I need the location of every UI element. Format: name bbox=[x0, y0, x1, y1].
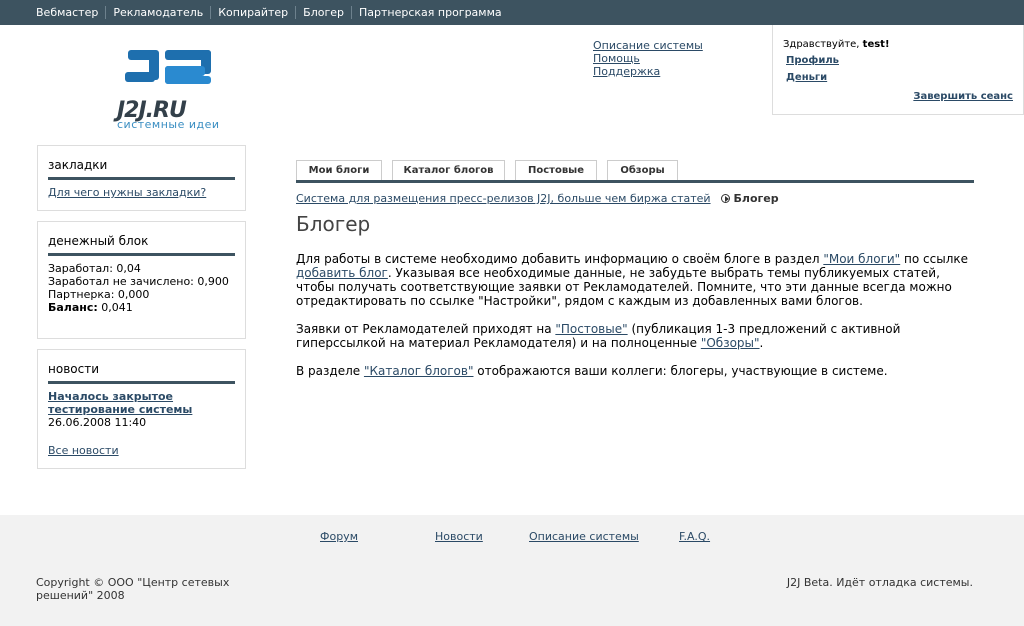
content-paragraph: Для работы в системе необходимо добавить информацию о своём блоге в раздел "Мои блоги" по ссылке добавить блог. Указывая все необходимые данные, не забудьте выбрать темы публикуемых статей, чтобы получать соответствующие заявки от Рекламодателей. Помните, что эти данные всегда можно отредактировать по ссылке "Настройки", рядом с каждым из добавленных вами блогов. bbox=[296, 252, 968, 308]
money-block bbox=[37, 221, 246, 339]
user-greeting: Здравствуйте, test! bbox=[783, 39, 890, 50]
add-blog-link[interactable]: добавить блог bbox=[296, 266, 388, 280]
balance-row bbox=[48, 301, 133, 314]
user-panel bbox=[772, 25, 1024, 115]
nav-webmaster[interactable]: Вебмастер bbox=[36, 6, 99, 19]
breadcrumb-current: Блогер bbox=[733, 192, 779, 205]
beta-notice: J2J Beta. Идёт отладка системы. bbox=[786, 576, 973, 589]
reviews-link[interactable]: "Обзоры" bbox=[700, 336, 760, 350]
bookmarks-title: закладки bbox=[48, 158, 108, 172]
blog-catalog-link[interactable]: "Каталог блогов" bbox=[363, 364, 474, 378]
link-system-description[interactable]: Описание системы bbox=[593, 39, 703, 52]
user-name: test! bbox=[862, 39, 890, 50]
money-link[interactable]: Деньги bbox=[786, 72, 828, 83]
link-support[interactable]: Поддержка bbox=[593, 65, 661, 78]
link-help[interactable]: Помощь bbox=[593, 52, 640, 65]
tab-blog-catalog[interactable]: Каталог блогов bbox=[392, 160, 505, 181]
tab-reviews[interactable]: Обзоры bbox=[607, 160, 678, 181]
balance-value: 0,041 bbox=[97, 301, 133, 314]
bookmarks-help-link[interactable]: Для чего нужны закладки? bbox=[48, 186, 207, 199]
footer-link-faq[interactable]: F.A.Q. bbox=[679, 530, 711, 543]
tab-my-blogs[interactable]: Мои блоги bbox=[296, 160, 382, 181]
block-divider bbox=[48, 253, 235, 256]
main-content bbox=[296, 252, 976, 392]
breadcrumb bbox=[296, 192, 779, 205]
footer-link-news[interactable]: Новости bbox=[435, 530, 483, 543]
breadcrumb-parent-link[interactable]: Система для размещения пресс-релизов J2J, больше чем биржа статей bbox=[296, 192, 711, 205]
content-paragraph: В разделе "Каталог блогов" отображаются ваши коллеги: блогеры, участвующие в системе. bbox=[296, 364, 888, 378]
profile-link[interactable]: Профиль bbox=[786, 55, 839, 66]
tabs-underline bbox=[296, 180, 974, 183]
logo-icon bbox=[113, 46, 233, 102]
blogger-tabs bbox=[296, 160, 688, 181]
page-title: Блогер bbox=[296, 212, 371, 236]
news-item-link[interactable]: Началось закрытое тестирование системы bbox=[48, 390, 193, 416]
news-item-date: 26.06.2008 11:40 bbox=[48, 416, 147, 429]
nav-blogger[interactable]: Блогер bbox=[295, 6, 351, 19]
content-paragraph: Заявки от Рекламодателей приходят на "Постовые" (публикация 1-3 предложений с активной гиперссылкой на материал Рекламодателя) и на полноценные "Обзоры". bbox=[296, 322, 901, 350]
nav-advertiser[interactable]: Рекламодатель bbox=[105, 6, 210, 19]
money-title: денежный блок bbox=[48, 234, 149, 248]
top-navigation bbox=[0, 0, 1024, 25]
news-block bbox=[37, 349, 246, 469]
bookmarks-block bbox=[37, 145, 246, 211]
earned-value: Заработал: 0,04 bbox=[48, 262, 141, 275]
my-blogs-link[interactable]: "Мои блоги" bbox=[823, 252, 901, 266]
copyright: Copyright © ООО "Центр сетевых решений" 2008 bbox=[36, 576, 230, 602]
nav-copywriter[interactable]: Копирайтер bbox=[210, 6, 295, 19]
partner-value: Партнерка: 0,000 bbox=[48, 288, 150, 301]
logout-link[interactable]: Завершить сеанс bbox=[913, 91, 1013, 102]
balance-label: Баланс: bbox=[48, 301, 98, 314]
footer-link-forum[interactable]: Форум bbox=[320, 530, 358, 543]
not-credited-value: Заработал не зачислено: 0,900 bbox=[48, 275, 229, 288]
breadcrumb-arrow-icon bbox=[721, 194, 730, 203]
footer-link-system-description[interactable]: Описание системы bbox=[529, 530, 639, 543]
block-divider bbox=[48, 177, 235, 180]
site-logo[interactable] bbox=[113, 46, 233, 132]
footer bbox=[0, 515, 1024, 626]
logo-text: J2J.RU bbox=[117, 98, 186, 123]
logo-subtitle: системные идеи bbox=[117, 118, 220, 131]
news-title: новости bbox=[48, 362, 99, 376]
block-divider bbox=[48, 381, 235, 384]
postovye-link[interactable]: "Постовые" bbox=[555, 322, 628, 336]
header-links bbox=[593, 39, 703, 78]
tab-postovye[interactable]: Постовые bbox=[515, 160, 597, 181]
nav-partner-program[interactable]: Партнерская программа bbox=[351, 6, 509, 19]
all-news-link[interactable]: Все новости bbox=[48, 444, 119, 457]
